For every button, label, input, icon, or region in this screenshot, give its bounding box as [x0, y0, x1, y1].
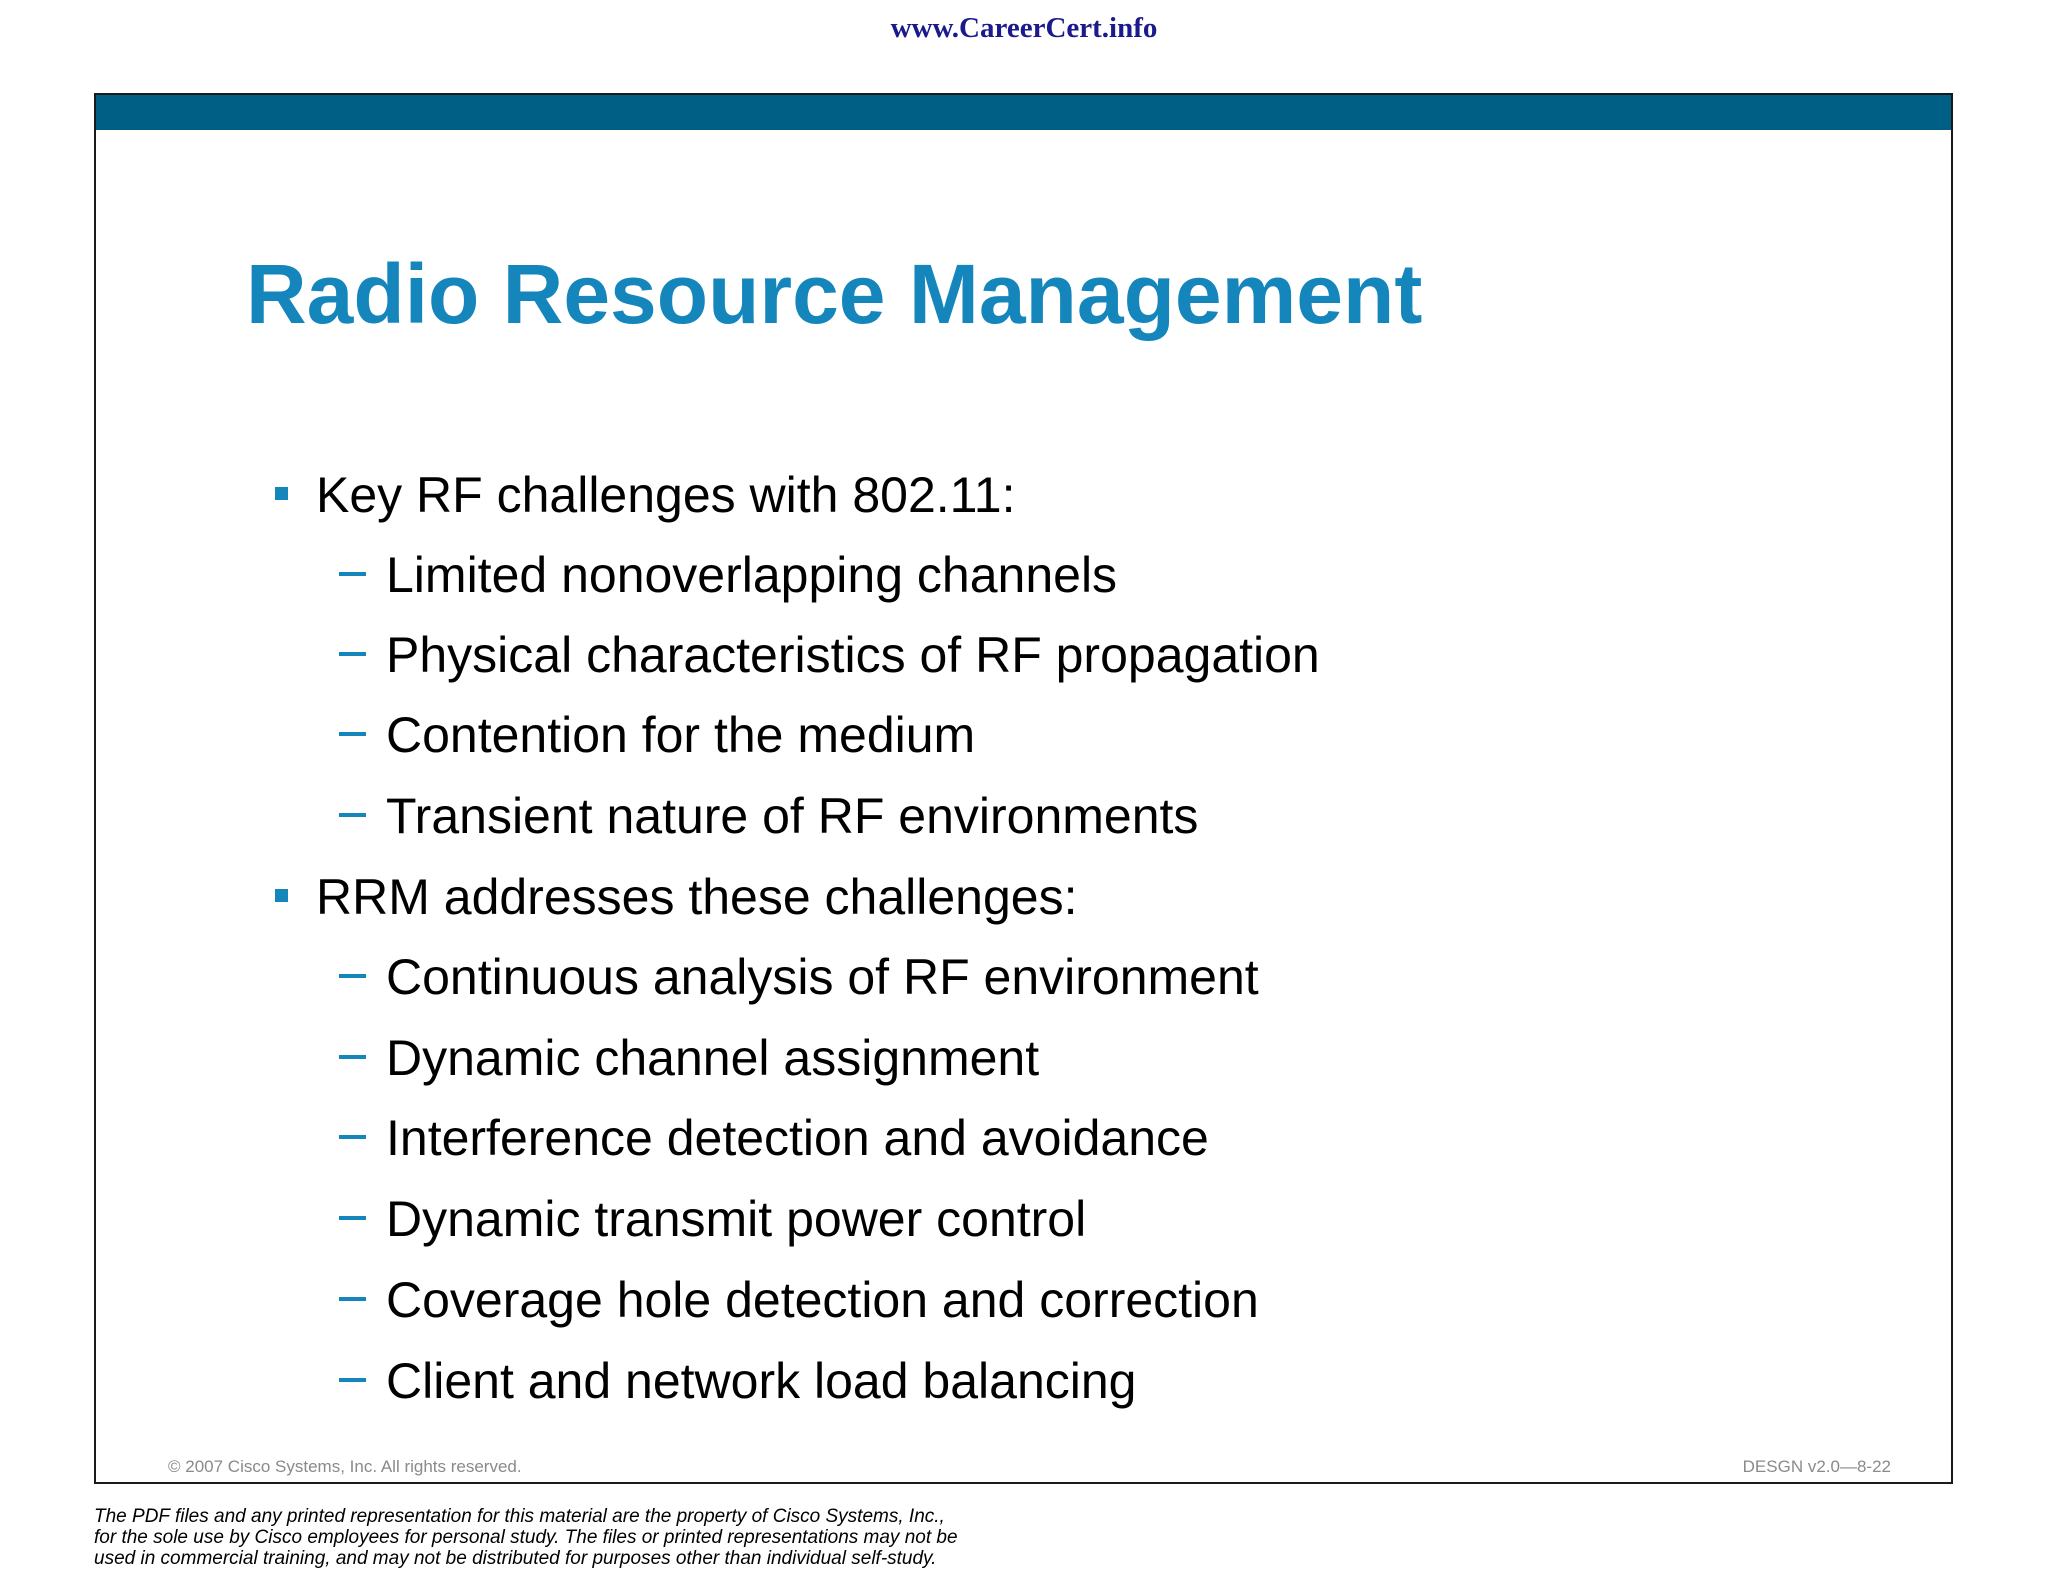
- square-bullet-icon: [275, 889, 288, 902]
- sub-bullet-text: Transient nature of RF environments: [386, 788, 1199, 844]
- dash-bullet-icon: [339, 1055, 366, 1059]
- sub-bullet-text: Contention for the medium: [386, 707, 976, 763]
- dash-bullet-icon: [339, 1216, 366, 1220]
- bullet-item: [316, 869, 1078, 925]
- dash-bullet-icon: [339, 1378, 366, 1382]
- disclaimer-line: used in commercial training, and may not be distributed for purposes other than individual self-study.: [94, 1548, 937, 1569]
- square-bullet-icon: [275, 487, 288, 500]
- sub-bullet-text: Interference detection and avoidance: [386, 1110, 1209, 1166]
- dash-bullet-icon: [339, 652, 366, 656]
- sub-bullet-text: Limited nonoverlapping channels: [386, 547, 1118, 603]
- bullet-text: Key RF challenges with 802.11:: [316, 467, 1016, 523]
- disclaimer-line: for the sole use by Cisco employees for personal study. The files or printed representations may not be: [94, 1527, 958, 1548]
- slide-course-code: DESGN v2.0—8-22: [1742, 1457, 1891, 1476]
- sub-bullet-text: Client and network load balancing: [386, 1353, 1137, 1409]
- sub-bullet-item: [386, 1353, 1137, 1409]
- sub-bullet-item: [386, 788, 1199, 844]
- sub-bullet-item: [386, 1272, 1259, 1328]
- dash-bullet-icon: [339, 1297, 366, 1301]
- sub-bullet-item: [386, 627, 1320, 683]
- bullet-item: [316, 467, 1016, 523]
- sub-bullet-item: [386, 707, 976, 763]
- bullet-list: [96, 95, 1951, 1482]
- disclaimer-line: The PDF files and any printed representation for this material are the property of Cisco Systems, Inc.,: [94, 1506, 945, 1527]
- site-url-link[interactable]: www.CareerCert.info: [890, 12, 1158, 44]
- sub-bullet-item: [386, 1191, 1087, 1247]
- sub-bullet-text: Dynamic transmit power control: [386, 1191, 1087, 1247]
- dash-bullet-icon: [339, 732, 366, 736]
- sub-bullet-text: Coverage hole detection and correction: [386, 1272, 1259, 1328]
- sub-bullet-item: [386, 547, 1118, 603]
- dash-bullet-icon: [339, 572, 366, 576]
- sub-bullet-item: [386, 1110, 1209, 1166]
- dash-bullet-icon: [339, 813, 366, 817]
- bullet-text: RRM addresses these challenges:: [316, 869, 1078, 925]
- dash-bullet-icon: [339, 974, 366, 978]
- slide-copyright: © 2007 Cisco Systems, Inc. All rights reserved.: [168, 1457, 522, 1476]
- slide-frame: [94, 93, 1953, 1484]
- disclaimer-text: [94, 1506, 958, 1569]
- sub-bullet-text: Physical characteristics of RF propagation: [386, 627, 1320, 683]
- slide-title: Radio Resource Management: [246, 247, 1423, 341]
- sub-bullet-item: [386, 1030, 1040, 1086]
- dash-bullet-icon: [339, 1135, 366, 1139]
- sub-bullet-item: [386, 949, 1259, 1005]
- sub-bullet-text: Continuous analysis of RF environment: [386, 949, 1259, 1005]
- sub-bullet-text: Dynamic channel assignment: [386, 1030, 1040, 1086]
